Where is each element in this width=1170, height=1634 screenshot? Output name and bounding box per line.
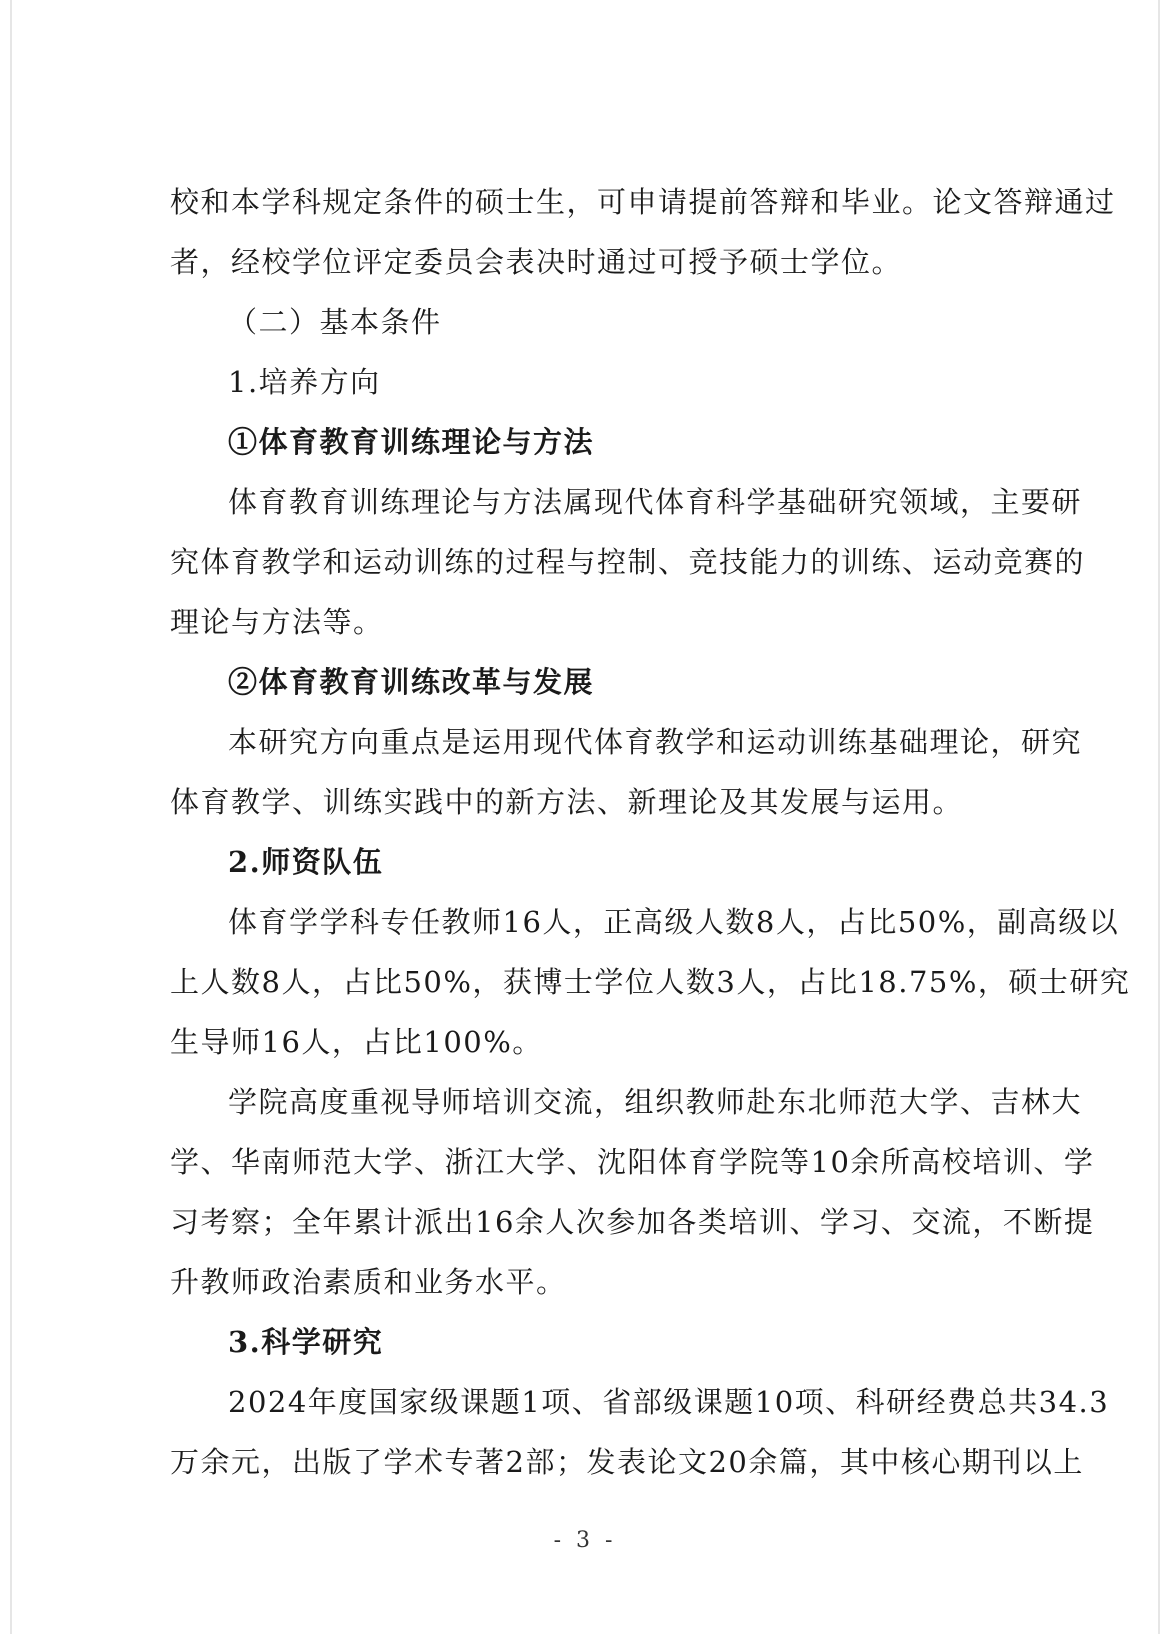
item-heading: 1.培养方向 bbox=[228, 365, 381, 399]
document-body bbox=[170, 172, 1131, 1492]
text-line: 体育教学、训练实践中的新方法、新理论及其发展与运用。 bbox=[170, 785, 964, 819]
page-edge-left bbox=[10, 0, 12, 1634]
text-line: 学院高度重视导师培训交流，组织教师赴东北师范大学、吉林大 bbox=[228, 1085, 1083, 1119]
page-number: - 3 - bbox=[553, 1528, 617, 1553]
text-line: 本研究方向重点是运用现代体育教学和运动训练基础理论，研究 bbox=[228, 725, 1083, 759]
text-line: 升教师政治素质和业务水平。 bbox=[170, 1265, 567, 1299]
text-line: 2024年度国家级课题1项、省部级课题10项、科研经费总共34.3 bbox=[228, 1385, 1110, 1419]
text-line: 学、华南师范大学、浙江大学、沈阳体育学院等10余所高校培训、学 bbox=[170, 1145, 1095, 1179]
text-line: 者，经校学位评定委员会表决时通过可授予硕士学位。 bbox=[170, 245, 903, 279]
item-heading: 3.科学研究 bbox=[228, 1325, 384, 1359]
text-line: 校和本学科规定条件的硕士生，可申请提前答辩和毕业。论文答辩通过 bbox=[170, 185, 1116, 219]
page-edge-right bbox=[1158, 0, 1160, 1634]
text-line: 理论与方法等。 bbox=[170, 605, 384, 639]
text-line: 生导师16人，占比100%。 bbox=[170, 1025, 543, 1059]
text-line: 万余元，出版了学术专著2部；发表论文20余篇，其中核心期刊以上 bbox=[170, 1445, 1084, 1479]
direction-heading: ①体育教育训练理论与方法 bbox=[228, 425, 595, 459]
text-line: 习考察；全年累计派出16余人次参加各类培训、学习、交流，不断提 bbox=[170, 1205, 1095, 1239]
direction-heading: ②体育教育训练改革与发展 bbox=[228, 665, 595, 699]
text-line: 体育教育训练理论与方法属现代体育科学基础研究领域，主要研 bbox=[228, 485, 1083, 519]
item-heading: 2.师资队伍 bbox=[228, 845, 384, 879]
text-line: 体育学学科专任教师16人，正高级人数8人，占比50%，副高级以 bbox=[228, 905, 1120, 939]
text-line: 上人数8人，占比50%，获博士学位人数3人，占比18.75%，硕士研究 bbox=[170, 965, 1131, 999]
text-line: 究体育教学和运动训练的过程与控制、竞技能力的训练、运动竞赛的 bbox=[170, 545, 1086, 579]
section-heading: （二）基本条件 bbox=[228, 305, 442, 339]
